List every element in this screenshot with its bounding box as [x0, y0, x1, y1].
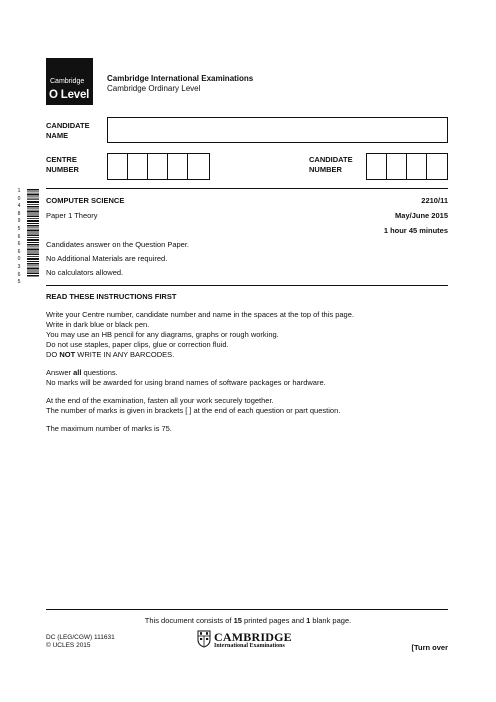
instruction-barcodes-not: NOT [59, 350, 76, 359]
instruction-answer-pre: Answer [46, 368, 74, 377]
page-count [0, 616, 496, 625]
barcode-digit: 5 [17, 225, 21, 232]
barcode-digit: 0 [17, 256, 21, 263]
document-reference: DC (LEG/CGW) 111631 [46, 634, 115, 641]
barcode-digit: 6 [17, 241, 21, 248]
centre-number-label [46, 155, 79, 175]
instruction-barcodes-post: WRITE IN ANY BARCODES. [75, 350, 175, 359]
instruction-line: No marks will be awarded for using brand names of software packages or hardware. [46, 378, 326, 387]
instruction-answer [46, 368, 118, 378]
barcode-digit: 6 [17, 248, 21, 255]
barcode-digit: 5 [17, 279, 21, 286]
candidate-number-cell[interactable] [407, 154, 427, 179]
candidate-name-field[interactable] [107, 117, 448, 143]
instruction-barcodes [46, 350, 174, 360]
copyright: © UCLES 2015 [46, 642, 91, 649]
divider [46, 285, 448, 286]
logo-line1: Cambridge [50, 78, 85, 85]
barcode-digit: 4 [17, 203, 21, 210]
paper-name: Paper 1 Theory [46, 211, 98, 220]
barcode-digit: 0 [17, 195, 21, 202]
instruction-answer-all: all [73, 368, 82, 377]
page-count-pre: This document consists of [144, 616, 234, 625]
centre-number-label-line1: CENTRE [46, 155, 77, 164]
exam-session: May/June 2015 [395, 211, 448, 220]
cambridge-wordmark: CAMBRIDGE [214, 630, 292, 644]
page-count-mid: printed pages and [241, 616, 307, 625]
candidate-name-label [46, 121, 90, 141]
centre-number-field[interactable] [107, 153, 210, 180]
materials-line: No calculators allowed. [46, 268, 124, 277]
materials-line: Candidates answer on the Question Paper. [46, 240, 190, 249]
candidate-number-label-line1: CANDIDATE [309, 155, 353, 164]
exam-board: Cambridge International Examinations [107, 74, 254, 83]
candidate-name-label-line2: NAME [46, 131, 69, 140]
centre-number-label-line2: NUMBER [46, 165, 79, 174]
cambridge-crest-icon [197, 630, 211, 648]
page-count-blank: 1 [306, 616, 311, 625]
barcode-digit: 6 [17, 271, 21, 278]
centre-number-cell[interactable] [108, 154, 128, 179]
centre-number-cell[interactable] [168, 154, 188, 179]
instruction-line: Write in dark blue or black pen. [46, 320, 150, 329]
materials-line: No Additional Materials are required. [46, 254, 168, 263]
candidate-name-label-line1: CANDIDATE [46, 121, 90, 130]
barcode-digits [16, 188, 22, 287]
cambridge-o-level-logo [46, 58, 93, 105]
centre-number-cell[interactable] [188, 154, 208, 179]
barcode-graphic [21, 188, 39, 278]
paper-code: 2210/11 [421, 196, 448, 205]
exam-duration: 1 hour 45 minutes [383, 226, 448, 235]
candidate-number-cell[interactable] [387, 154, 407, 179]
candidate-number-label-line2: NUMBER [309, 165, 342, 174]
page-count-post: blank page. [310, 616, 352, 625]
cambridge-wordmark-sub: International Examinations [214, 643, 285, 649]
page-count-printed: 15 [233, 616, 242, 625]
turn-over: [Turn over [411, 643, 448, 652]
exam-level: Cambridge Ordinary Level [107, 84, 201, 93]
logo-line2: O Level [49, 89, 90, 101]
barcode-digit: 3 [17, 263, 21, 270]
centre-number-cell[interactable] [128, 154, 148, 179]
footer-divider [46, 609, 448, 610]
barcode-digit: 1 [17, 188, 21, 194]
candidate-number-label [309, 155, 353, 175]
instruction-line: Write your Centre number, candidate number and name in the spaces at the top of this page. [46, 310, 354, 319]
candidate-number-cell[interactable] [427, 154, 447, 179]
subject-title: COMPUTER SCIENCE [46, 196, 125, 205]
instruction-line: Do not use staples, paper clips, glue or correction fluid. [46, 340, 229, 349]
instructions-heading: READ THESE INSTRUCTIONS FIRST [46, 292, 177, 301]
instruction-line: The number of marks is given in brackets [ ] at the end of each question or part question. [46, 406, 341, 415]
instruction-barcodes-pre: DO [46, 350, 60, 359]
candidate-number-field[interactable] [366, 153, 448, 180]
instruction-answer-post: questions. [81, 368, 118, 377]
instruction-line: At the end of the examination, fasten all your work securely together. [46, 396, 274, 405]
divider [46, 188, 448, 189]
centre-number-cell[interactable] [148, 154, 168, 179]
instruction-line: You may use an HB pencil for any diagrams, graphs or rough working. [46, 330, 279, 339]
max-marks: The maximum number of marks is 75. [46, 424, 172, 433]
candidate-number-cell[interactable] [367, 154, 387, 179]
barcode-digit: 8 [17, 210, 21, 217]
barcode-digit: 6 [17, 233, 21, 240]
barcode-digit: 9 [17, 218, 21, 225]
